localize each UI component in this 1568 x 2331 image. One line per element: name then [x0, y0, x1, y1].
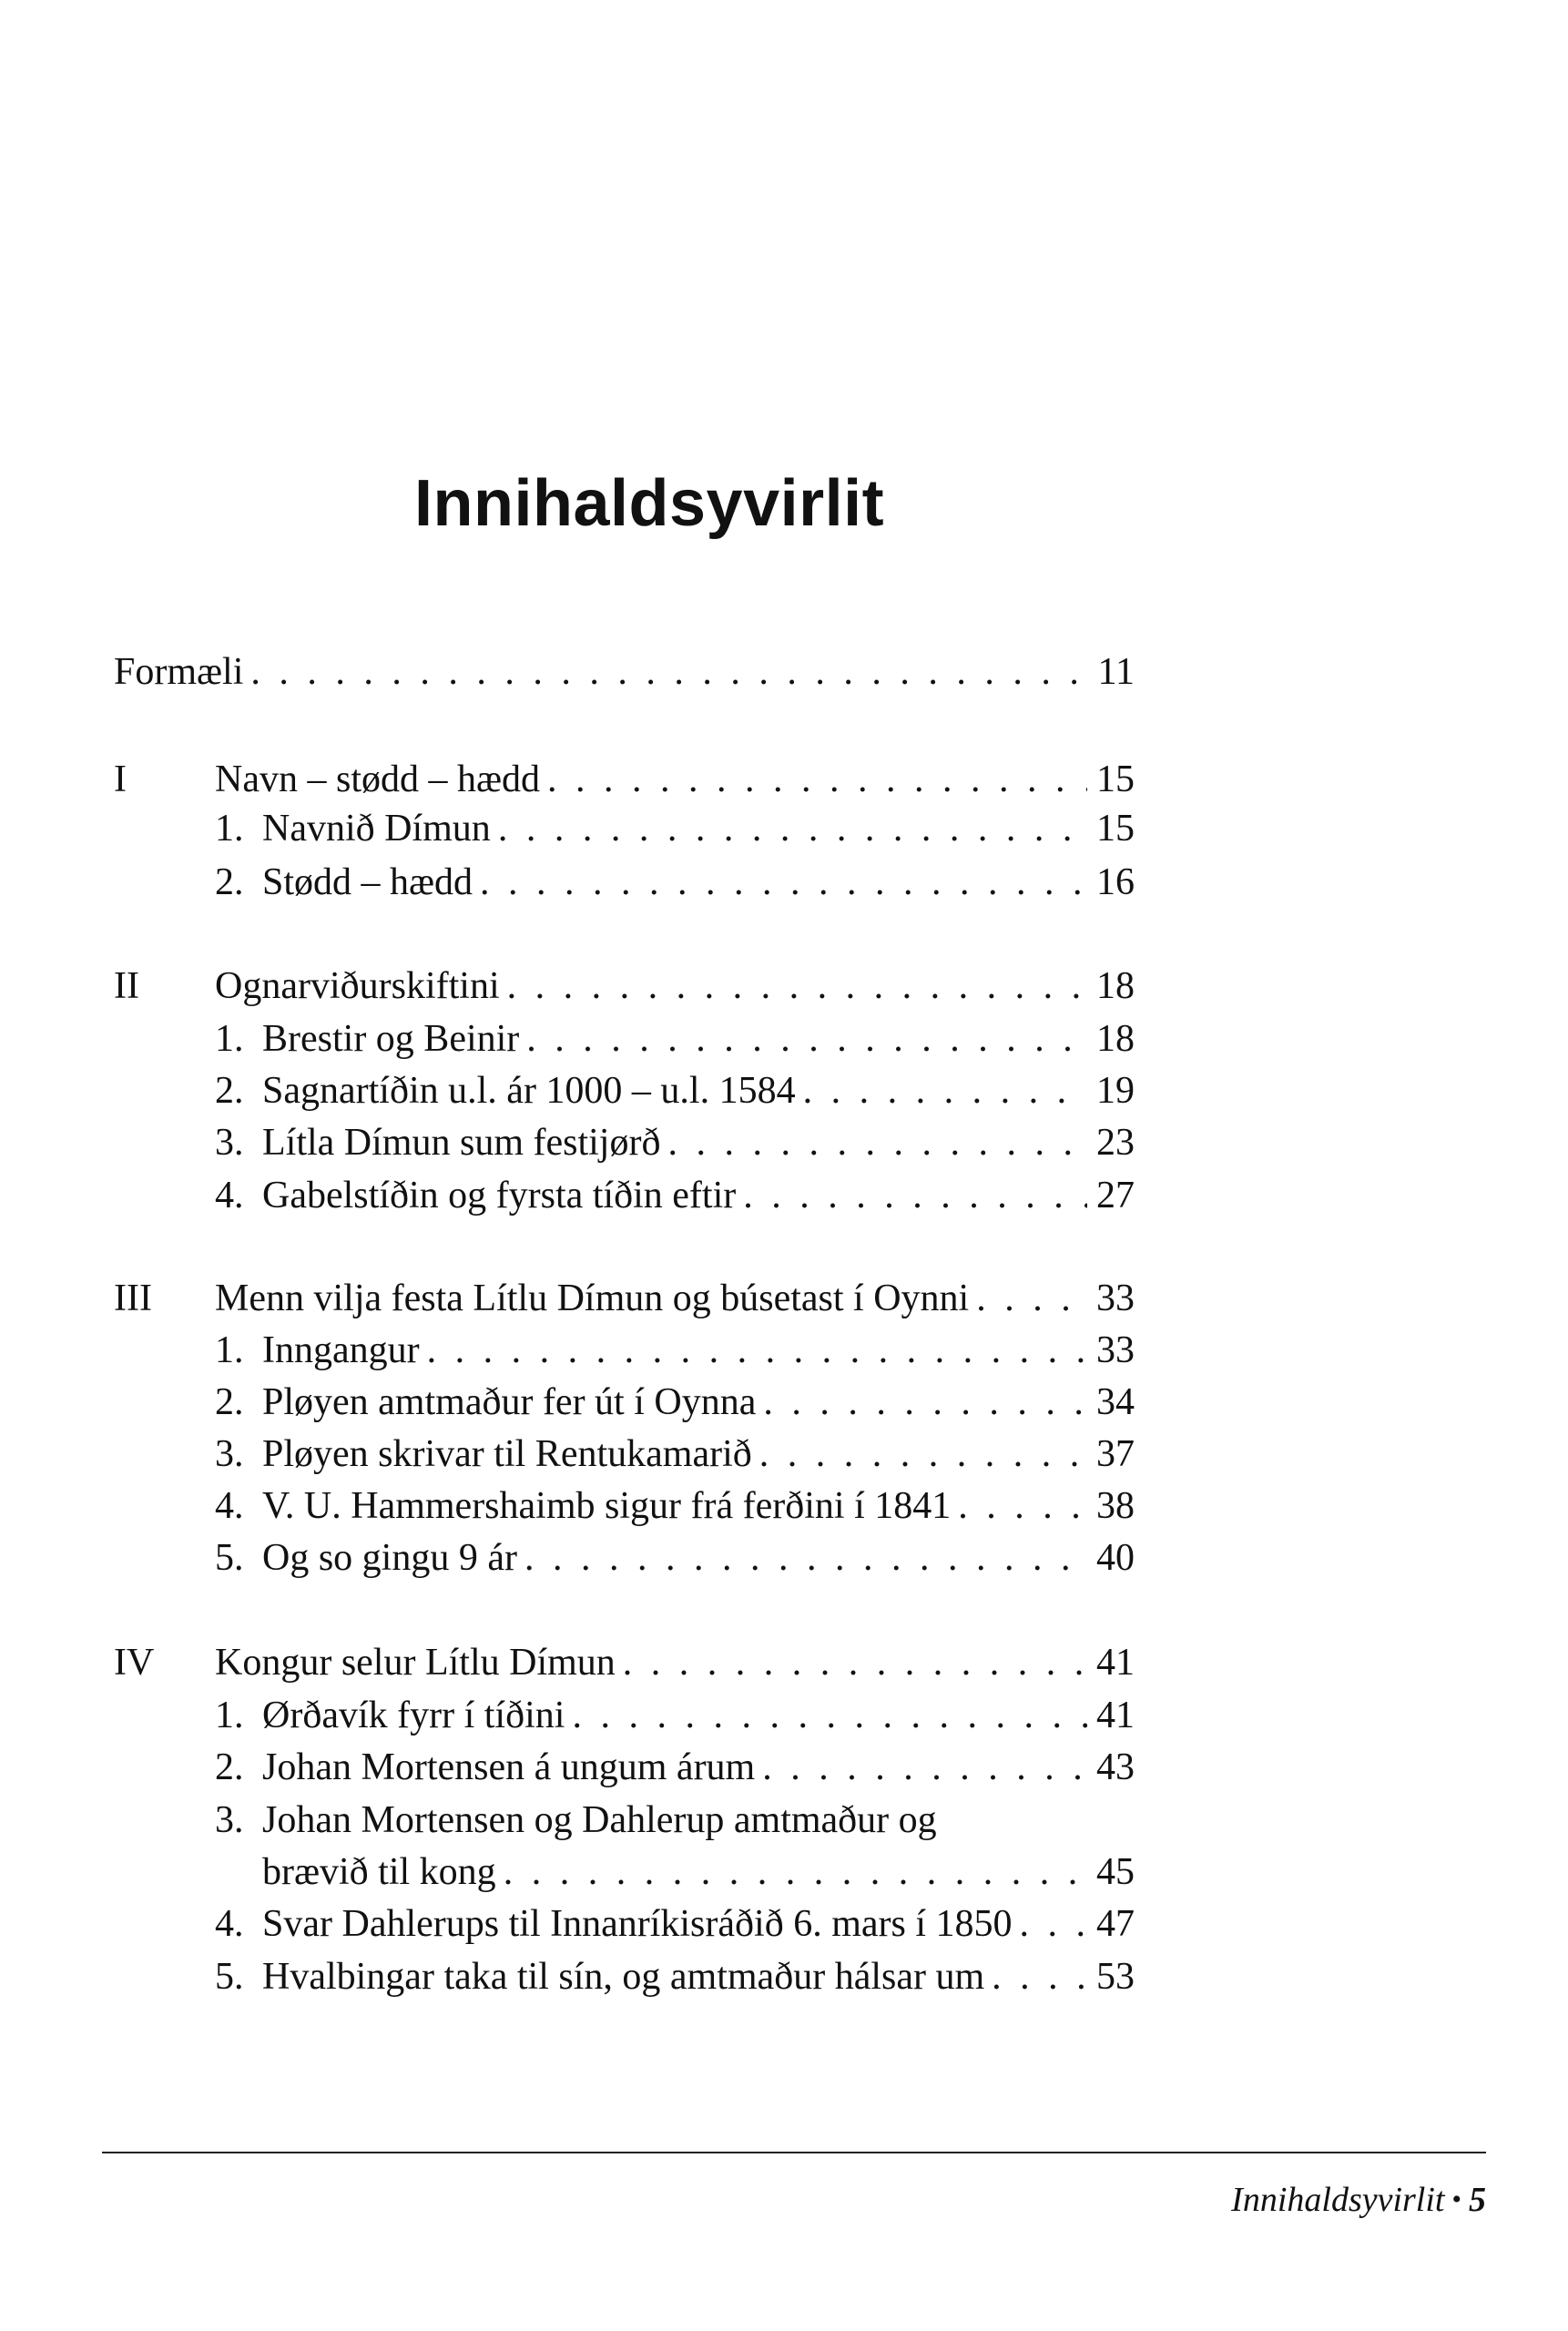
- item-number: 4.: [215, 1175, 244, 1216]
- toc-section-heading[interactable]: [215, 959, 1135, 1013]
- dot-leader: [526, 1012, 1087, 1066]
- section-numeral: I: [114, 758, 127, 800]
- toc-entry-first-line[interactable]: [215, 1793, 1135, 1847]
- toc-page-number: 23: [1096, 1122, 1135, 1164]
- item-number: 2.: [215, 1746, 244, 1788]
- toc-entry[interactable]: [215, 1531, 1135, 1585]
- toc-page-number: 11: [1097, 651, 1135, 693]
- running-title: Innihaldsyvirlit: [1231, 2181, 1445, 2219]
- toc-entry-label: Menn vilja festa Lítlu Dímun og búsetast í Oynni: [215, 1277, 970, 1319]
- toc-entry[interactable]: [215, 1012, 1135, 1066]
- item-number: 2.: [215, 861, 244, 903]
- toc-entry[interactable]: [215, 855, 1135, 910]
- section-numeral: IV: [114, 1642, 155, 1684]
- toc-section-heading[interactable]: [215, 1635, 1135, 1690]
- dot-leader: [498, 801, 1087, 856]
- toc-entry[interactable]: [215, 1427, 1135, 1481]
- toc-entry[interactable]: [215, 1740, 1135, 1795]
- section-numeral: II: [114, 965, 139, 1007]
- footer-rule: [102, 2152, 1486, 2153]
- item-number: 1.: [215, 808, 244, 850]
- toc-page-number: 27: [1096, 1175, 1135, 1216]
- item-number: 3.: [215, 1433, 244, 1475]
- toc-entry-label: brævið til kong: [262, 1851, 496, 1893]
- bullet-separator: •: [1451, 2184, 1461, 2214]
- dot-leader: [958, 1479, 1087, 1533]
- toc-entry[interactable]: [215, 801, 1135, 856]
- section-numeral: III: [114, 1277, 152, 1319]
- toc-page-number: 37: [1096, 1433, 1135, 1475]
- toc-page-number: 40: [1096, 1537, 1135, 1579]
- toc-entry-label: Johan Mortensen á ungum árum: [262, 1746, 756, 1788]
- toc-page-number: 15: [1096, 758, 1135, 800]
- dot-leader: [667, 1115, 1087, 1170]
- toc-entry[interactable]: [215, 1479, 1135, 1533]
- toc-entry[interactable]: [215, 1323, 1135, 1378]
- toc-entry-label: Pløyen skrivar til Rentukamarið: [262, 1433, 752, 1475]
- toc-entry[interactable]: [215, 1375, 1135, 1430]
- toc-page-number: 47: [1096, 1903, 1135, 1945]
- toc-entry-label: Stødd – hædd: [262, 861, 473, 903]
- toc-entry-continuation[interactable]: [262, 1845, 1135, 1899]
- dot-leader: [480, 855, 1087, 910]
- toc-section-heading[interactable]: [215, 1271, 1135, 1326]
- toc-entry-label: Navn – stødd – hædd: [215, 758, 540, 800]
- toc-entry-label: Hvalbingar taka til sín, og amtmaður hálsar um: [262, 1956, 985, 1998]
- toc-entry-label: Ognarviðurskiftini: [215, 965, 500, 1007]
- toc-entry-label: Svar Dahlerups til Innanríkisráðið 6. mars í 1850: [262, 1903, 1013, 1945]
- toc-entry-label: Pløyen amtmaður fer út í Oynna: [262, 1381, 757, 1423]
- toc-entry-label: Inngangur: [262, 1329, 420, 1371]
- item-number: 1.: [215, 1329, 244, 1371]
- page-title: Innihaldsyvirlit: [414, 467, 885, 540]
- toc-entry-label: Brestir og Beinir: [262, 1018, 520, 1060]
- toc-page-number: 33: [1096, 1329, 1135, 1371]
- dot-leader: [992, 1949, 1087, 2004]
- item-number: 5.: [215, 1537, 244, 1579]
- toc-entry[interactable]: [215, 1949, 1135, 2004]
- toc-page-number: 43: [1096, 1746, 1135, 1788]
- item-number: 3.: [215, 1799, 244, 1841]
- toc-entry-label: Gabelstíðin og fyrsta tíðin eftir: [262, 1175, 737, 1216]
- item-number: 4.: [215, 1485, 244, 1527]
- dot-leader: [762, 1740, 1087, 1795]
- dot-leader: [547, 752, 1087, 807]
- toc-page-number: 41: [1096, 1695, 1135, 1736]
- toc-entry[interactable]: [215, 1115, 1135, 1170]
- item-number: 2.: [215, 1381, 244, 1423]
- item-number: 5.: [215, 1956, 244, 1998]
- toc-entry[interactable]: [215, 1064, 1135, 1118]
- dot-leader: [759, 1427, 1087, 1481]
- toc-entry-label: Formæli: [114, 651, 244, 693]
- dot-leader: [976, 1271, 1087, 1326]
- item-number: 4.: [215, 1903, 244, 1945]
- toc-entry[interactable]: [215, 1168, 1135, 1223]
- dot-leader: [507, 959, 1087, 1013]
- page-number: 5: [1469, 2181, 1486, 2219]
- toc-entry-label: Kongur selur Lítlu Dímun: [215, 1642, 616, 1684]
- toc-page-number: 18: [1096, 965, 1135, 1007]
- toc-entry[interactable]: [215, 1897, 1135, 1951]
- toc-entry-label: Ørðavík fyrr í tíðini: [262, 1695, 565, 1736]
- toc-page-number: 15: [1096, 808, 1135, 850]
- dot-leader: [803, 1064, 1087, 1118]
- toc-entry-preface[interactable]: [114, 645, 1135, 699]
- dot-leader: [427, 1323, 1087, 1378]
- page-footer: [1231, 2174, 1486, 2225]
- toc-entry-label: Og so gingu 9 ár: [262, 1537, 517, 1579]
- toc-page-number: 38: [1096, 1485, 1135, 1527]
- dot-leader: [743, 1168, 1087, 1223]
- toc-page-number: 45: [1096, 1851, 1135, 1893]
- dot-leader: [572, 1688, 1087, 1743]
- item-number: 3.: [215, 1122, 244, 1164]
- dot-leader: [1020, 1897, 1087, 1951]
- dot-leader: [763, 1375, 1087, 1430]
- toc-page-number: 33: [1096, 1277, 1135, 1319]
- dot-leader: [250, 645, 1088, 699]
- item-number: 1.: [215, 1695, 244, 1736]
- toc-entry-label: Johan Mortensen og Dahlerup amtmaður og: [262, 1799, 937, 1841]
- toc-page-number: 16: [1096, 861, 1135, 903]
- toc-entry-label: V. U. Hammershaimb sigur frá ferðini í 1841: [262, 1485, 952, 1527]
- toc-entry-label: Sagnartíðin u.l. ár 1000 – u.l. 1584: [262, 1070, 796, 1112]
- toc-page-number: 19: [1096, 1070, 1135, 1112]
- item-number: 1.: [215, 1018, 244, 1060]
- toc-page-number: 53: [1096, 1956, 1135, 1998]
- toc-page-number: 41: [1096, 1642, 1135, 1684]
- dot-leader: [623, 1635, 1087, 1690]
- toc-page-number: 34: [1096, 1381, 1135, 1423]
- dot-leader: [504, 1845, 1087, 1899]
- toc-section-heading[interactable]: [215, 752, 1135, 807]
- toc-entry-label: Lítla Dímun sum festijørð: [262, 1122, 661, 1164]
- toc-page-number: 18: [1096, 1018, 1135, 1060]
- toc-entry-label: Navnið Dímun: [262, 808, 491, 850]
- dot-leader: [524, 1531, 1087, 1585]
- item-number: 2.: [215, 1070, 244, 1112]
- toc-entry[interactable]: [215, 1688, 1135, 1743]
